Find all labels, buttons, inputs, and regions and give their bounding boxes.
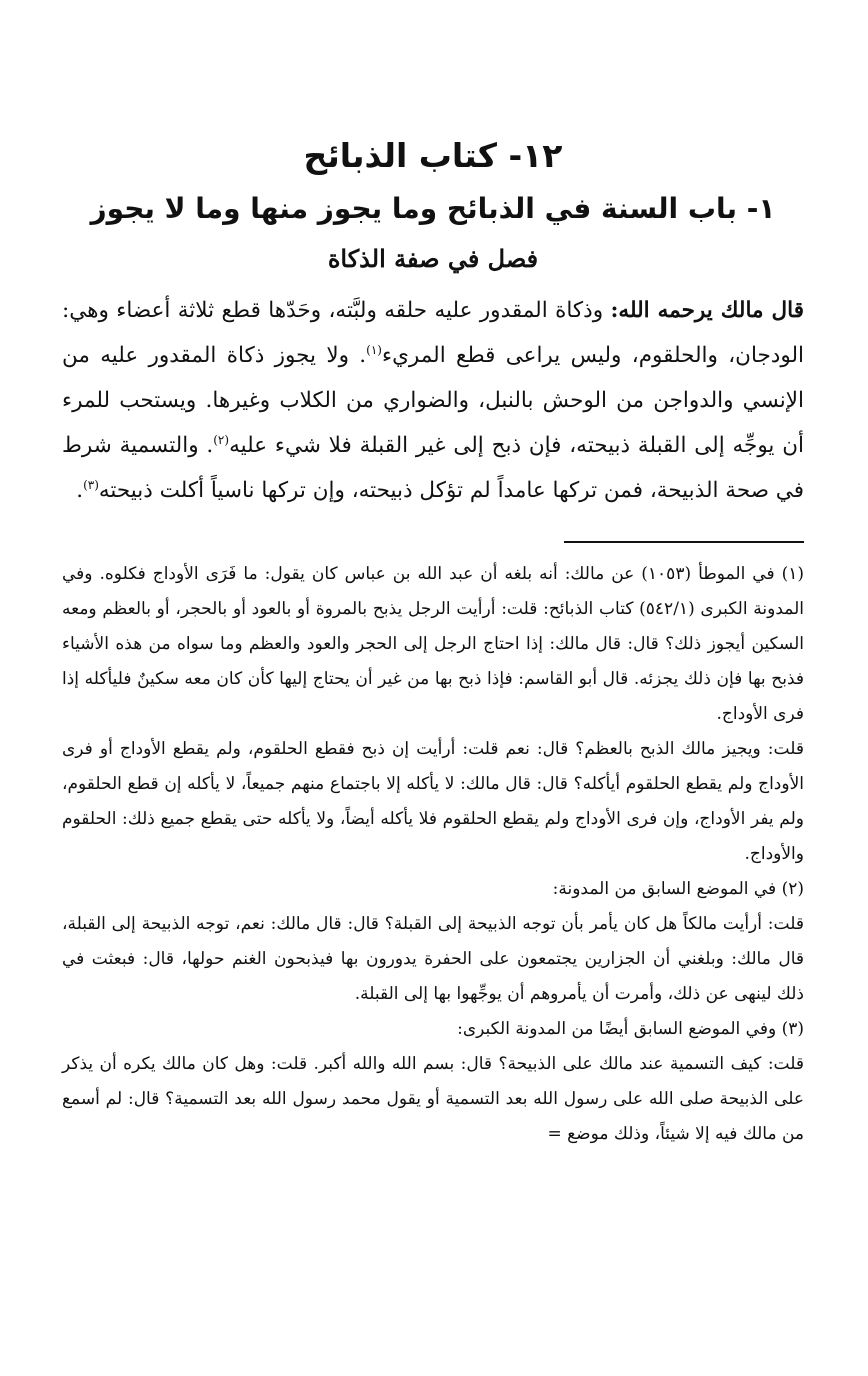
main-text-part-1: وذكاة المقدور عليه حلقه ولبَّته، وحَدّها قطع ثلاثة أعضاء وهي: الودجان، والحلقوم، وليس يراعى قطع المريء <box>62 298 804 368</box>
speaker-label: قال مالك يرحمه الله: <box>610 298 804 323</box>
footnote-ref-3: (٣) <box>83 477 99 492</box>
section-title: فصل في صفة الذكاة <box>327 244 539 273</box>
footnote-1-paragraph-1: (١) في الموطأ (١٠٥٣) عن مالك: أنه بلغه أن عبد الله بن عباس كان يقول: ما فَرَى الأوداج فكلوه. وفي المدونة الكبرى (٥٤٢/١) كتاب الذبائح: قلت: أرأيت الرجل يذبح بالمروة أو بالعود أو بالحجر، أو بالعظم ومعه السكين أيجوز ذلك؟ قال: قال مالك: إذا احتاج الرجل إلى الحجر والعود والعظم وما سواه من هذه الأشياء فذبح بها فإن ذلك يجزئه. قال أبو القاسم: فإذا ذبح بها من غير أن يحتاج إليها كأن كان معه سكينٌ فليأكله إذا فرى الأوداج. <box>62 564 804 724</box>
main-text-part-2: . ولا يجوز ذكاة المقدور عليه من الإنسي والدواجن من الوحش بالنبل، والضواري من الكلاب وغيرها. ويستحب للمرء أن يوجِّه إلى القبلة ذبيحته، فإن ذبح إلى غير القبلة فلا شيء عليه <box>62 343 804 458</box>
footnote-1-paragraph-2: قلت: ويجيز مالك الذبح بالعظم؟ قال: نعم قلت: أرأيت إن ذبح فقطع الحلقوم، ولم يقطع الأوداج أو فرى الأوداج ولم يقطع الحلقوم أيأكله؟ قال: قال مالك: لا يأكله إلا باجتماع منهم جميعاً، لا يأكله إن قطع الحلقوم، ولم يفر الأوداج، وإن فرى الأوداج ولم يقطع الحلقوم فلا يأكله أيضاً، ولا يأكله حتى يقطع جميع ذلك: الحلقوم والأوداج. <box>62 739 804 864</box>
book-page <box>62 128 804 1376</box>
main-text-part-3: . والتسمية شرط في صحة الذبيحة، فمن تركها عامداً لم تؤكل ذبيحته، وإن تركها ناسياً أكلت ذبيحته <box>62 433 804 503</box>
main-paragraph <box>62 288 804 513</box>
footnote-2-heading: (٢) في الموضع السابق من المدونة: <box>552 879 804 899</box>
main-text-part-4: . <box>76 478 84 503</box>
book-title: ١٢- كتاب الذبائح <box>303 136 563 175</box>
footnote-ref-2: (٢) <box>213 432 230 447</box>
footnote-3-body: قلت: كيف التسمية عند مالك على الذبيحة؟ قال: بسم الله والله أكبر. قلت: وهل كان مالك يكره أن يذكر على الذبيحة صلى الله على رسول الله بعد التسمية أو يقول محمد رسول الله بعد التسمية؟ قال: لم أسمع من مالك فيه إلا شيئاً، وذلك موضع = <box>62 1054 804 1144</box>
footnotes <box>62 557 804 1152</box>
footnote-3-heading: (٣) وفي الموضع السابق أيضًا من المدونة الكبرى: <box>457 1019 804 1039</box>
footnote-ref-1: (١) <box>366 342 382 357</box>
chapter-title: ١- باب السنة في الذبائح وما يجوز منها وما لا يجوز <box>90 192 776 225</box>
footnote-2-body: قلت: أرأيت مالكاً هل كان يأمر بأن توجه الذبيحة إلى القبلة؟ قال: قال مالك: نعم، توجه الذبيحة إلى القبلة، قال مالك: وبلغني أن الجزارين يجتمعون على الحفرة يدورون بها فيذبحون الغنم حولها، قال: فبعثت في ذلك لينهى عن ذلك، وأمرت أن يأمروهم أن يوجِّهوا بها إلى القبلة. <box>62 914 804 1004</box>
footnote-divider <box>564 541 804 543</box>
